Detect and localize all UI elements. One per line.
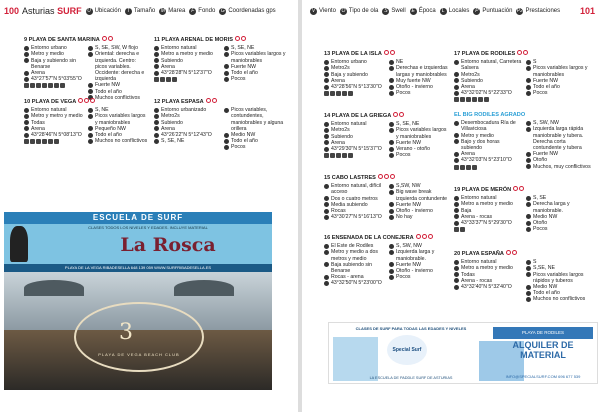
- swell-icon: [526, 152, 531, 157]
- viento-icon: [224, 46, 229, 51]
- services-icons: [154, 77, 220, 82]
- swell-icon: [224, 133, 229, 138]
- tamano-icon: [454, 266, 459, 271]
- beach-section-13: 13 PLAYA DE LA ISLA Entorno urbano Metro2s Baja y subiendo Arena 43°28'56"N 5°13'30"O NE Derechas e izquierdas largas y maniobrables Muy fuerte NW Otoño - invierno Pocos: [324, 50, 450, 96]
- beach-section-16: 16 ENSENADA DE LA CONEJERA El Este de Rodiles Metro y medio a dos metros y medio Baja subiendo sin Benarse Rocas - arena 43°32'50"N 5°23'00"O S, SW, NW Izquierda larga y maniobrable. Fuerte NW Otoño - invierno Pocos: [324, 234, 450, 287]
- rating-icon: [506, 250, 518, 257]
- left-header: [0, 4, 298, 18]
- ad-photo: [333, 337, 378, 381]
- locales-icon: [526, 164, 531, 169]
- ola-icon: [88, 114, 93, 119]
- ad-headline: CLASES DE SURF PARA TODAS LAS EDADES Y NIVELES: [355, 326, 467, 331]
- rating-icon: [416, 234, 434, 241]
- section-title: 11 PLAYA ARENAL DE MORIS: [154, 36, 290, 43]
- beach-section-big-rodiles: EL BIG RODILES AGRADO Desembocadura Ría de Villaviciosa Metro y medio Bajo y dos horas subiendo Arena 43°32'03"N 5°23'10"O S, SW, NW Izquierda larga rápida maniobrable y tubera. Derecha corta contundente y tubera Fuerte NW Otoño Muchos, muy conflictivos: [454, 112, 594, 170]
- marea-icon: [154, 58, 159, 63]
- ola-icon: [389, 66, 394, 71]
- section-title: 19 PLAYA DE MERÓN: [454, 186, 594, 193]
- locales-icon: [389, 215, 394, 220]
- ola-icon: [389, 250, 394, 255]
- rating-icon: [513, 186, 525, 193]
- fondo-icon: [24, 71, 29, 76]
- fondo-icon: [324, 140, 329, 145]
- ubicacion-icon: [454, 60, 459, 65]
- section-title: EL BIG RODILES AGRADO: [454, 112, 526, 118]
- locales-icon: [88, 139, 93, 144]
- ubicacion-icon: [154, 108, 159, 113]
- fondo-icon: [154, 64, 159, 69]
- swell-icon: [389, 78, 394, 83]
- club-logo-number: 3: [119, 320, 133, 345]
- services-icons: [24, 139, 84, 144]
- fondo-icon: [454, 85, 459, 90]
- swell-icon: [389, 262, 394, 267]
- legend-icon: P: [475, 7, 479, 14]
- legend-icon: E: [411, 7, 415, 14]
- section-col-2: S, NE Picos variables largos y maniobrables Pequeño NW Todo el año Muchos no conflictivos: [88, 107, 148, 144]
- rating-icon: [384, 50, 396, 57]
- epoca-icon: [526, 158, 531, 163]
- locales-icon: [389, 153, 394, 158]
- viento-icon: [526, 60, 531, 65]
- section-col-2: Picos variables, contundentes, maniobrables y alguna orillera Medio NW Todo el año Pocos: [224, 107, 290, 150]
- locales-icon: [389, 275, 394, 280]
- ubicacion-icon: [154, 46, 159, 51]
- legend-icon: P2: [516, 7, 524, 14]
- section-col-2: S, SE, NE Picos variables largos y maniobrables Fuerte NW Todo el año Pocos: [224, 45, 290, 82]
- epoca-icon: [526, 85, 531, 90]
- club-logo-ring: [74, 302, 204, 372]
- beach-section-19: 19 PLAYA DE MERÓN Entorno natural Metro a metro y medio Baja Arena - rocas 43°33'37"N 5°29'30"O S, SE Derecha larga y maniobrable. Medio NW Otoño Pocos: [454, 186, 594, 232]
- legend-icon: S: [384, 7, 388, 14]
- fondo-icon: [24, 126, 29, 131]
- services-icons: [24, 83, 84, 88]
- epoca-icon: [526, 221, 531, 226]
- legend-icon: T: [126, 7, 130, 14]
- marea-icon: [454, 272, 459, 277]
- viento-icon: [389, 60, 394, 65]
- rating-icon: [517, 50, 529, 57]
- ola-icon: [526, 202, 531, 207]
- legend-item: F Fondo: [191, 7, 216, 14]
- ola-icon: [526, 272, 531, 277]
- section-col-1: Entorno natural Metro y metro y medio Todas Arena 43°28'46"N 5°08'13"O: [24, 107, 84, 144]
- umbrella-image: [174, 280, 234, 296]
- tamano-icon: [154, 114, 159, 119]
- beach-section-9: [24, 36, 148, 101]
- viento-icon: [526, 121, 531, 126]
- section-title: 16 ENSENADA DE LA CONEJERA: [324, 234, 450, 241]
- right-page: [302, 0, 600, 412]
- ubicacion-icon: [454, 260, 459, 265]
- rating-icon: [235, 36, 247, 43]
- rating-icon: [102, 36, 114, 43]
- rating-icon: [206, 98, 218, 105]
- services-icons: [454, 97, 522, 102]
- umbrella-image: [24, 280, 84, 296]
- ubicacion-icon: [324, 184, 329, 189]
- section-col-1: Entorno natural Metro a metro y medio Subiendo Arena 43°28'28"N 5°12'37"O: [154, 45, 220, 82]
- viento-icon: [154, 139, 159, 144]
- gps-icon: [454, 91, 459, 96]
- legend-icon: F: [191, 7, 195, 14]
- marea-icon: [324, 72, 329, 77]
- locales-icon: [526, 91, 531, 96]
- ad-band-title: ESCUELA DE SURF: [4, 212, 272, 224]
- section-title: 15 CABO LASTRES: [324, 174, 450, 181]
- legend-item: T Tamaño: [126, 7, 156, 14]
- epoca-icon: [389, 147, 394, 152]
- legend-icon: G: [220, 7, 225, 14]
- section-title: 14 PLAYA DE LA GRIEGA: [324, 112, 450, 119]
- tamano-icon: [324, 196, 329, 201]
- tamano-icon: [324, 250, 329, 255]
- services-icons: [324, 91, 385, 96]
- ubicacion-icon: [324, 244, 329, 249]
- viento-icon: [389, 184, 394, 189]
- legend-icon: M: [160, 7, 165, 14]
- section-title: 17 PLAYA DE RODILES: [454, 50, 594, 57]
- section-title: 10 PLAYA DE VEGA: [24, 98, 148, 105]
- gps-icon: [24, 77, 29, 82]
- ola-icon: [389, 190, 394, 195]
- ad-logo: Special Surf: [387, 335, 427, 365]
- ola-icon: [88, 52, 93, 57]
- epoca-icon: [526, 291, 531, 296]
- swell-icon: [224, 64, 229, 69]
- gps-icon: [324, 215, 329, 220]
- locales-icon: [224, 77, 229, 82]
- tamano-icon: [454, 202, 459, 207]
- gps-icon: [454, 221, 459, 226]
- beach-section-11: [154, 36, 290, 82]
- section-title: 13 PLAYA DE LA ISLA: [324, 50, 450, 57]
- ubicacion-icon: [24, 46, 29, 51]
- ad-contact[interactable]: INFO@SPECIALSURF.COM 696 677 539: [505, 374, 581, 379]
- page-number-left: 100: [4, 6, 20, 16]
- gps-icon: [324, 147, 329, 152]
- swell-icon: [88, 83, 93, 88]
- legend-icon: O: [341, 7, 346, 14]
- marea-icon: [24, 120, 29, 125]
- marea-icon: [24, 58, 29, 63]
- tamano-icon: [454, 133, 459, 138]
- legend-item: S Swell: [384, 7, 406, 14]
- marea-icon: [324, 134, 329, 139]
- epoca-icon: [389, 269, 394, 274]
- paddle-surf-ad[interactable]: [328, 322, 598, 384]
- marea-icon: [154, 120, 159, 125]
- legend-item: V Viento: [311, 7, 336, 14]
- swell-icon: [526, 285, 531, 290]
- ad-rental-title: ALQUILER DE MATERIAL: [512, 340, 574, 360]
- locales-icon: [526, 297, 531, 302]
- services-icons: [454, 227, 522, 232]
- section-title: 20 PLAYA ESPAÑA: [454, 250, 594, 257]
- beach-section-15: 15 CABO LASTRES Entorno natural, difícil acceso Dos o cuatro metros Media subiendo Rocas 43°30'27"N 5°16'13"O S,SW, NW Big wave break izquierda contundente Fuerte NW Otoño - invierno No hay: [324, 174, 450, 220]
- ad-logo: La Rosca: [120, 234, 216, 256]
- fondo-icon: [324, 78, 329, 83]
- viento-icon: [389, 244, 394, 249]
- viento-icon: [389, 122, 394, 127]
- legend-item: G Coordenadas gps: [220, 7, 276, 14]
- services-icons: [454, 165, 522, 170]
- viento-icon: [88, 46, 93, 51]
- ola-icon: [526, 66, 531, 71]
- rating-icon: [393, 112, 405, 119]
- beach-section-14: 14 PLAYA DE LA GRIEGA Entorno natural Metro2s Subiendo Arena 43°29'30"N 5°15'37"O S, SE, NE Picos variables largos y maniobrables Fuerte NW Verano - otoño Pocos: [324, 112, 450, 158]
- ubicacion-icon: [324, 60, 329, 65]
- fondo-icon: [454, 278, 459, 283]
- legend-icon: V: [311, 7, 316, 14]
- marea-icon: [454, 139, 459, 144]
- locales-icon: [389, 91, 394, 96]
- fondo-icon: [324, 209, 329, 214]
- section-title: 12 PLAYA ESPASA: [154, 98, 290, 105]
- page-number-right: 101: [579, 6, 595, 16]
- beach-section-20: 20 PLAYA ESPAÑA Entorno natural Metro a metro y medio Todas Arena - rocas 43°32'40"N 5°32'40"O S S,SE, NE Picos variables largos rápidos y tuberos Medio NW Todo el año Muchos no conflictivos: [454, 250, 594, 303]
- epoca-icon: [389, 85, 394, 90]
- epoca-icon: [88, 89, 93, 94]
- epoca-icon: [389, 209, 394, 214]
- services-icons: [324, 153, 385, 158]
- ad-subtitle: CLASES TODOS LOS NIVELES Y EDADES. INCLUYE MATERIAL: [88, 225, 208, 230]
- ubicacion-icon: [454, 196, 459, 201]
- ubicacion-icon: [324, 122, 329, 127]
- club-caption: PLAYA DE VEGA BEACH CLUB: [98, 352, 180, 357]
- epoca-icon: [224, 71, 229, 76]
- tamano-icon: [154, 52, 159, 57]
- beach-club-ad[interactable]: [4, 272, 272, 390]
- gps-icon: [24, 133, 29, 138]
- fondo-icon: [454, 152, 459, 157]
- section-title: 9 PLAYA DE SANTA MARINA: [24, 36, 148, 43]
- swell-icon: [526, 78, 531, 83]
- section-col-2: S, SE, SW, W flojo Oriental: derecha e izquierda. Centro: picos variables. Occidente: derecha e izquierda Fuerte NW Todo el año Muchos conflictivos: [88, 45, 148, 101]
- epoca-icon: [224, 139, 229, 144]
- viento-icon: [526, 266, 531, 271]
- marea-icon: [324, 202, 329, 207]
- legend-item: O Tipo de ola: [341, 7, 379, 14]
- legend-item: P2 Prestaciones: [516, 7, 561, 14]
- viento-icon: [526, 196, 531, 201]
- legend-item: L Locales: [440, 8, 470, 15]
- gps-icon: [154, 71, 159, 76]
- right-header: [302, 4, 600, 18]
- viento-icon: [526, 260, 531, 265]
- legend-item: E Época: [411, 7, 436, 14]
- tamano-icon: [24, 114, 29, 119]
- beach-section-17: 17 PLAYA DE RODILES Entorno natural, Carretera Salsera Metro2s Subiendo Arena 43°32'02"N 5°22'33"O S Picos variables largos y maniobrables Fuerte NW Todo el año Pocos: [454, 50, 594, 102]
- swell-icon: [88, 126, 93, 131]
- surf-school-ad[interactable]: [4, 212, 272, 272]
- locales-icon: [224, 145, 229, 150]
- beach-section-10: [24, 98, 148, 144]
- legend-item: U Ubicación: [87, 7, 121, 14]
- epoca-icon: [88, 133, 93, 138]
- rating-icon: [378, 174, 396, 181]
- gps-icon: [154, 133, 159, 138]
- legend-item: P Puntuación: [475, 7, 513, 14]
- gps-icon: [324, 85, 329, 90]
- tamano-icon: [454, 72, 459, 77]
- ola-icon: [224, 108, 229, 113]
- legend-icon: U: [87, 7, 91, 14]
- marea-icon: [454, 208, 459, 213]
- marea-icon: [324, 262, 329, 267]
- section-col-1: Entorno urbano Metro y medio Baja y subiendo sin Benarse Arena 43°27'57"N 5°03'55"O: [24, 45, 84, 101]
- gps-icon: [324, 281, 329, 286]
- ubicacion-icon: [454, 121, 459, 126]
- tamano-icon: [324, 128, 329, 133]
- section-col-1: Entorno urbanizado Metro2s Subiendo Arena 43°26'22"N 5°12'43"O S, SE, NE: [154, 107, 220, 150]
- ola-icon: [389, 128, 394, 133]
- rating-icon: [78, 98, 96, 105]
- beach-section-12: [154, 98, 290, 151]
- ola-icon: [526, 127, 531, 132]
- fondo-icon: [154, 126, 159, 131]
- agrado-label: AGRADO: [500, 112, 526, 118]
- gps-icon: [454, 158, 459, 163]
- ad-tagline: LA ESCUELA DE PADDLE SURF DE ASTURIAS: [369, 376, 453, 380]
- fondo-icon: [324, 275, 329, 280]
- ad-location: PLAYA DE RODILES: [493, 327, 593, 339]
- tamano-icon: [324, 66, 329, 71]
- ubicacion-icon: [24, 108, 29, 113]
- ola-icon: [224, 52, 229, 57]
- swell-icon: [389, 140, 394, 145]
- swell-icon: [389, 202, 394, 207]
- surfer-image: [10, 226, 28, 262]
- marea-icon: [454, 78, 459, 83]
- swell-icon: [526, 214, 531, 219]
- fondo-icon: [454, 214, 459, 219]
- ad-footer: PLAYA DE LA VEGA RIBADESELLA 648 139 059 WWW.SURFRIBADESELLA.ES: [4, 264, 272, 272]
- left-page: [0, 0, 298, 412]
- viento-icon: [88, 108, 93, 113]
- page-title: Asturias SURF: [22, 6, 82, 16]
- legend-item: M Marea: [160, 7, 186, 14]
- tamano-icon: [24, 52, 29, 57]
- gps-icon: [454, 285, 459, 290]
- legend-icon: L: [440, 8, 447, 15]
- locales-icon: [526, 227, 531, 232]
